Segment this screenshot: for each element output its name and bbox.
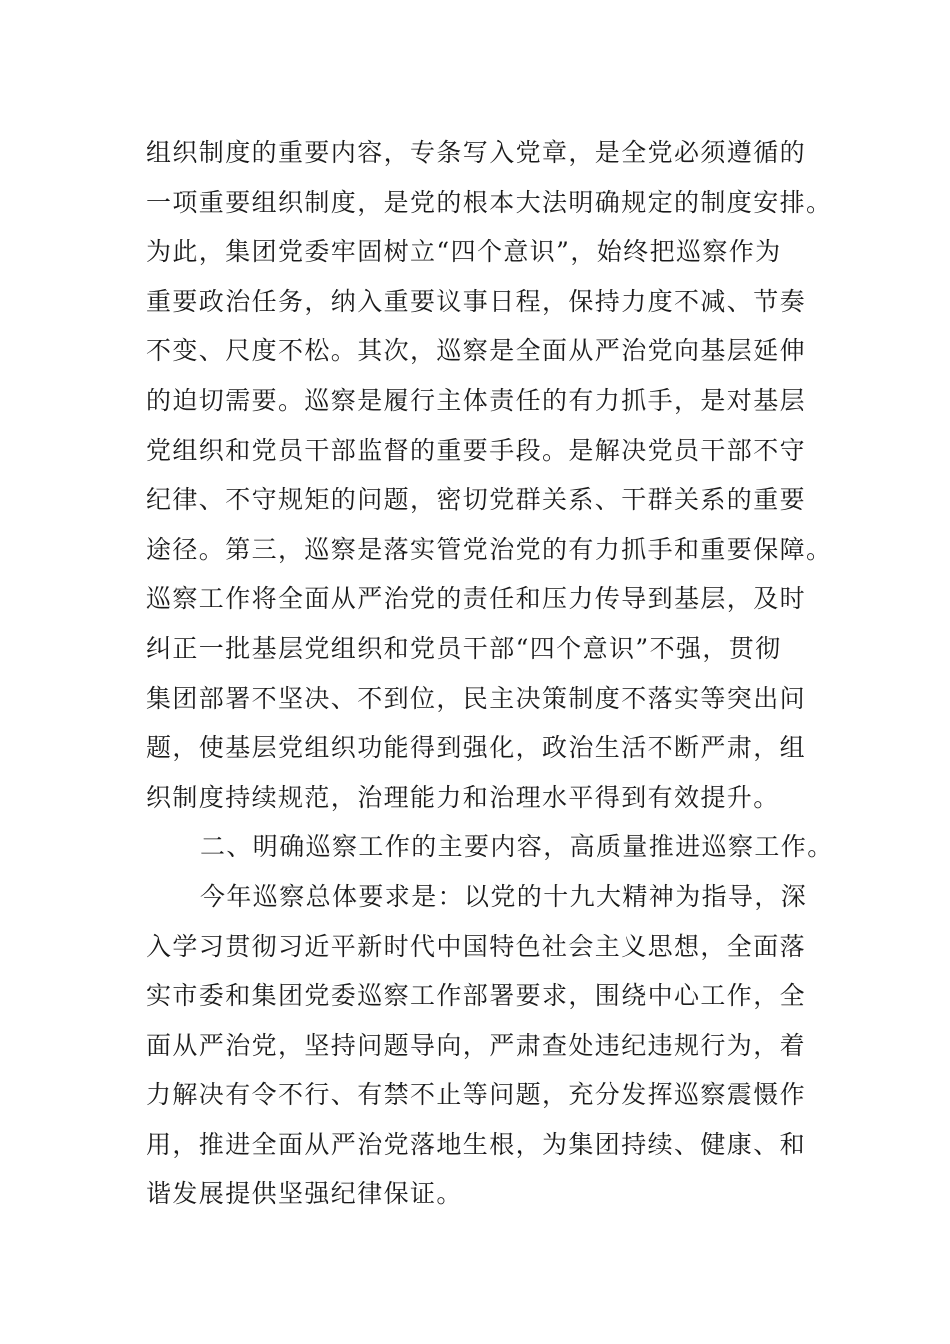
paragraph-first-line: 今年巡察总体要求是：以党的十九大精神为指导，深 — [200, 881, 808, 911]
text-line: 的迫切需要。巡察是履行主体责任的有力抓手，是对基层 — [146, 385, 807, 415]
text-line: 面从严治党，坚持问题导向，严肃查处违纪违规行为，着 — [146, 1030, 807, 1060]
text-line: 不变、尺度不松。其次，巡察是全面从严治党向基层延伸 — [146, 336, 807, 366]
text-line: 巡察工作将全面从严治党的责任和压力传导到基层，及时 — [146, 584, 807, 614]
text-line: 力解决有令不行、有禁不止等问题，充分发挥巡察震慑作 — [146, 1080, 807, 1110]
text-line: 为此，集团党委牢固树立“四个意识”，始终把巡察作为 — [146, 237, 782, 267]
text-line: 途径。第三，巡察是落实管党治党的有力抓手和重要保障。 — [146, 534, 833, 564]
text-line: 纪律、不守规矩的问题，密切党群关系、干群关系的重要 — [146, 485, 807, 515]
text-line: 织制度持续规范，治理能力和治理水平得到有效提升。 — [146, 782, 780, 812]
text-line: 题，使基层党组织功能得到强化，政治生活不断严肃，组 — [146, 733, 807, 763]
text-line: 一项重要组织制度，是党的根本大法明确规定的制度安排。 — [146, 187, 833, 217]
text-line: 入学习贯彻习近平新时代中国特色社会主义思想，全面落 — [146, 931, 807, 961]
text-line: 组织制度的重要内容，专条写入党章，是全党必须遵循的 — [146, 138, 807, 167]
text-line: 实市委和集团党委巡察工作部署要求，围绕中心工作，全 — [146, 981, 807, 1011]
section-heading: 二、明确巡察工作的主要内容，高质量推进巡察工作。 — [200, 832, 834, 862]
text-line: 纠正一批基层党组织和党员干部“四个意识”不强，贯彻 — [146, 633, 782, 663]
text-line: 谐发展提供坚强纪律保证。 — [146, 1179, 463, 1209]
text-line: 用，推进全面从严治党落地生根，为集团持续、健康、和 — [146, 1129, 807, 1159]
text-line: 集团部署不坚决、不到位，民主决策制度不落实等突出问 — [146, 683, 807, 713]
body-text — [146, 128, 834, 1219]
text-line: 党组织和党员干部监督的重要手段。是解决党员干部不守 — [146, 435, 807, 465]
text-line: 重要政治任务，纳入重要议事日程，保持力度不减、节奏 — [146, 286, 807, 316]
